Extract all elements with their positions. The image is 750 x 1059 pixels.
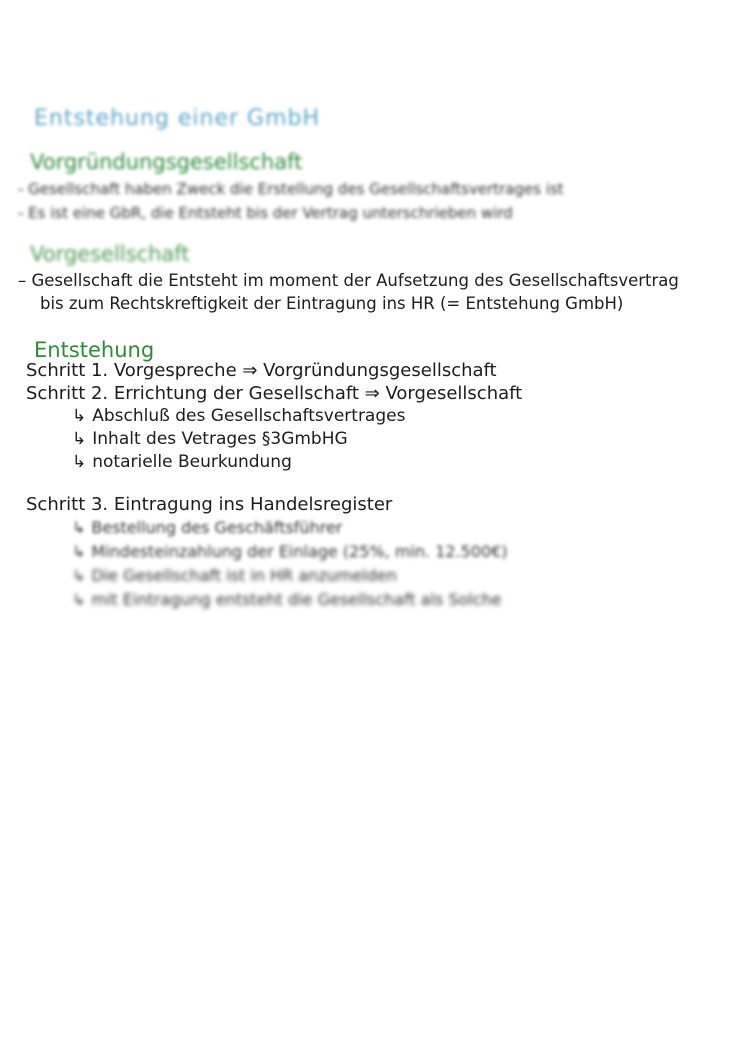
arrow-icon: ↳ bbox=[72, 429, 87, 449]
step-2-item bbox=[72, 452, 292, 472]
vorgruendung-line: - Gesellschaft haben Zweck die Erstellung des Gesellschaftsvertrages ist bbox=[18, 180, 564, 198]
arrow-icon: ↳ bbox=[72, 518, 86, 537]
arrow-icon: ↳ bbox=[72, 406, 87, 426]
step-2-item-text: notarielle Beurkundung bbox=[92, 452, 292, 472]
step-3-item-text: Die Gesellschaft ist in HR anzumelden bbox=[91, 566, 397, 585]
heading-entstehung: Entstehung bbox=[34, 338, 155, 362]
step-3-item-text: mit Eintragung entsteht die Gesellschaft als Solche bbox=[91, 590, 502, 609]
page-title: Entstehung einer GmbH bbox=[34, 106, 321, 131]
step-2: Schritt 2. Errichtung der Gesellschaft ⇒ Vorgesellschaft bbox=[26, 383, 523, 404]
step-2-item-text: Abschluß des Gesellschaftsvertrages bbox=[92, 406, 406, 426]
step-3: Schritt 3. Eintragung ins Handelsregister bbox=[26, 494, 393, 515]
step-2-item-text: Inhalt des Vetrages §3GmbHG bbox=[92, 429, 348, 449]
arrow-icon: ↳ bbox=[72, 590, 86, 609]
step-3-item bbox=[72, 518, 342, 537]
arrow-icon: ↳ bbox=[72, 566, 86, 585]
step-2-item bbox=[72, 429, 348, 449]
step-3-item bbox=[72, 542, 508, 561]
step-3-item-text: Mindesteinzahlung der Einlage (25%, min. 12.500€) bbox=[91, 542, 508, 561]
vorgesellschaft-line-1: – Gesellschaft die Entsteht im moment der Aufsetzung des Gesellschaftsvertrag bbox=[18, 271, 679, 290]
arrow-icon: ↳ bbox=[72, 542, 86, 561]
arrow-icon: ↳ bbox=[72, 452, 87, 472]
step-3-item bbox=[72, 566, 397, 585]
step-3-item-text: Bestellung des Geschäftsführer bbox=[91, 518, 343, 537]
heading-vorgesellschaft: Vorgesellschaft bbox=[30, 242, 190, 266]
step-3-item bbox=[72, 590, 502, 609]
heading-vorgruendungsgesellschaft: Vorgründungsgesellschaft bbox=[30, 150, 303, 174]
step-1: Schritt 1. Vorgespreche ⇒ Vorgründungsgesellschaft bbox=[26, 360, 497, 381]
vorgruendung-line: - Es ist eine GbR, die Entsteht bis der Vertrag unterschrieben wird bbox=[18, 204, 513, 222]
step-2-item bbox=[72, 406, 405, 426]
vorgesellschaft-line-2: bis zum Rechtskreftigkeit der Eintragung ins HR (= Entstehung GmbH) bbox=[40, 294, 624, 313]
